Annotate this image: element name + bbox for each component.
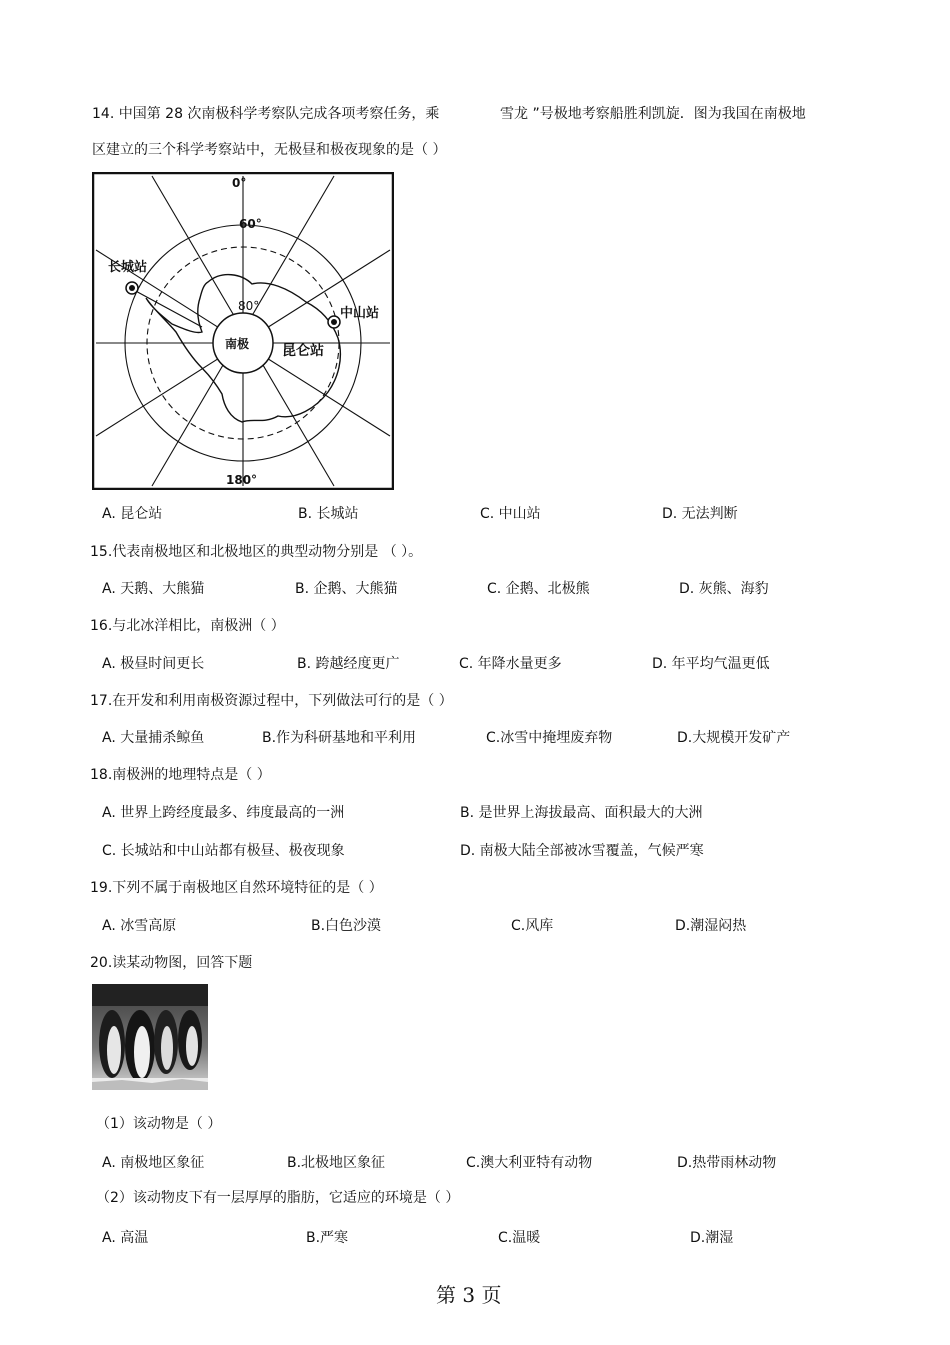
q14-text-line2: 区建立的三个科学考察站中，无极昼和极夜现象的是（ ） (92, 142, 447, 158)
q20-sub2-option-b[interactable]: B.严寒 (306, 1230, 349, 1246)
map-label-changcheng-station: 长城站 (108, 260, 148, 275)
page-number: 第 3 页 (436, 1283, 502, 1307)
q18-option-c[interactable]: C. 长城站和中山站都有极昼、极夜现象 (102, 843, 345, 859)
q14-option-c[interactable]: C. 中山站 (480, 506, 541, 522)
q17-option-b[interactable]: B.作为科研基地和平利用 (262, 730, 417, 746)
q14-option-b[interactable]: B. 长城站 (298, 506, 359, 522)
q18-option-b[interactable]: B. 是世界上海拔最高、面积最大的大洲 (460, 805, 703, 821)
q16-option-b[interactable]: B. 跨越经度更广 (297, 656, 400, 672)
q20-sub2-option-d[interactable]: D.潮湿 (690, 1230, 734, 1246)
q16-text: 16.与北冰洋相比，南极洲（ ） (90, 618, 285, 634)
q14-text-line1b: 雪龙 ”号极地考察船胜利凯旋．图为我国在南极地 (500, 106, 806, 122)
map-label-0-deg: 0° (232, 176, 247, 190)
q18-text: 18.南极洲的地理特点是（ ） (90, 767, 271, 783)
q19-option-d[interactable]: D.潮湿闷热 (675, 918, 747, 934)
q20-text: 20.读某动物图，回答下题 (90, 955, 253, 971)
q14-option-d[interactable]: D. 无法判断 (662, 506, 738, 522)
q20-sub2-option-a[interactable]: A. 高温 (102, 1230, 149, 1246)
map-label-zhongshan-station: 中山站 (340, 306, 380, 321)
map-label-kunlun-station: 昆仑站 (282, 343, 324, 359)
q18-option-a[interactable]: A. 世界上跨经度最多、纬度最高的一洲 (102, 805, 345, 821)
q17-option-a[interactable]: A. 大量捕杀鲸鱼 (102, 730, 205, 746)
map-label-180-deg: 180° (226, 473, 258, 487)
q15-option-a[interactable]: A. 天鹅、大熊猫 (102, 581, 205, 597)
q15-option-d[interactable]: D. 灰熊、海豹 (679, 581, 769, 597)
q16-option-d[interactable]: D. 年平均气温更低 (652, 656, 770, 672)
q15-text: 15.代表南极地区和北极地区的典型动物分别是 （ ）。 (90, 544, 423, 560)
q15-option-b[interactable]: B. 企鹅、大熊猫 (295, 581, 398, 597)
q14-text-line1a: 14. 中国第 28 次南极科学考察队完成各项考察任务，乘 (92, 106, 440, 122)
map-label-south-pole: 南极 (225, 337, 250, 351)
q17-option-c[interactable]: C.冰雪中掩埋废弃物 (486, 730, 613, 746)
q17-option-d[interactable]: D.大规模开发矿产 (677, 730, 791, 746)
map-label-60-deg: 60° (239, 217, 262, 231)
q20-sub2-option-c[interactable]: C.温暖 (498, 1230, 541, 1246)
q19-option-c[interactable]: C.风库 (511, 918, 554, 934)
penguin-photo (92, 984, 208, 1090)
q15-option-c[interactable]: C. 企鹅、北极熊 (487, 581, 590, 597)
q16-option-c[interactable]: C. 年降水量更多 (459, 656, 562, 672)
q17-text: 17.在开发和利用南极资源过程中，下列做法可行的是（ ） (90, 693, 453, 709)
map-label-80-deg: 80° (238, 299, 260, 313)
q19-option-b[interactable]: B.白色沙漠 (311, 918, 382, 934)
q20-sub2-text: （2）该动物皮下有一层厚厚的脂肪，它适应的环境是（ ） (96, 1190, 460, 1206)
q16-option-a[interactable]: A. 极昼时间更长 (102, 656, 205, 672)
q14-option-a[interactable]: A. 昆仑站 (102, 506, 163, 522)
q18-option-d[interactable]: D. 南极大陆全部被冰雪覆盖，气候严寒 (460, 843, 704, 859)
q20-sub1-option-a[interactable]: A. 南极地区象征 (102, 1155, 205, 1171)
q20-sub1-option-c[interactable]: C.澳大利亚特有动物 (466, 1155, 593, 1171)
q20-sub1-option-d[interactable]: D.热带雨林动物 (677, 1155, 777, 1171)
antarctica-station-map (92, 172, 394, 490)
q19-option-a[interactable]: A. 冰雪高原 (102, 918, 177, 934)
q20-sub1-text: （1）该动物是（ ） (96, 1116, 222, 1132)
q20-sub1-option-b[interactable]: B.北极地区象征 (287, 1155, 386, 1171)
q19-text: 19.下列不属于南极地区自然环境特征的是（ ） (90, 880, 383, 896)
